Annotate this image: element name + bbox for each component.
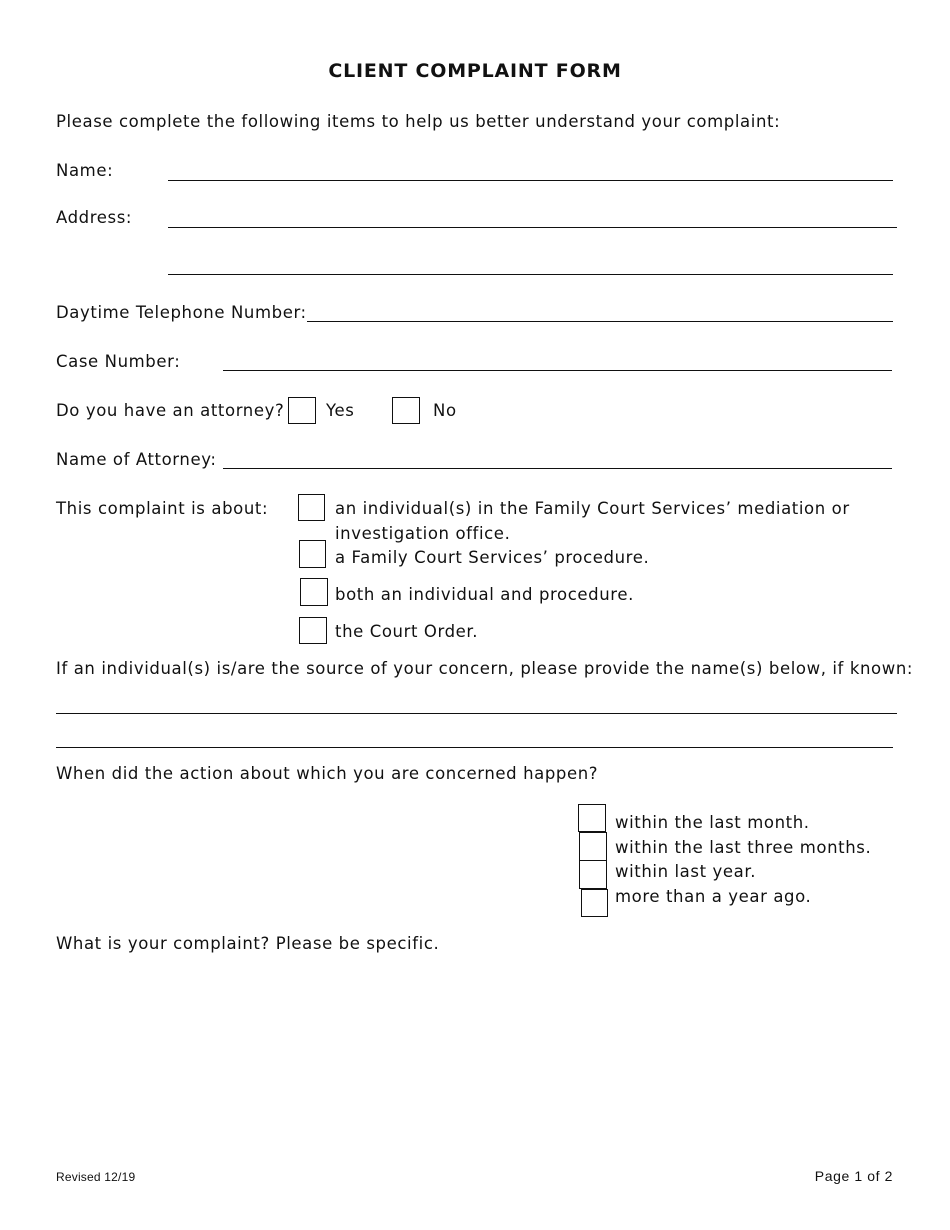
- form-title: CLIENT COMPLAINT FORM: [328, 60, 622, 82]
- when-last-month-label: within the last month.: [615, 813, 810, 832]
- individual-name-line-2[interactable]: [56, 747, 893, 748]
- intro-text: Please complete the following items to help us better understand your complaint:: [56, 112, 781, 131]
- when-question: When did the action about which you are concerned happen?: [56, 764, 599, 783]
- attorney-no-checkbox[interactable]: [392, 397, 420, 424]
- when-last-month-checkbox[interactable]: [578, 804, 606, 832]
- attorney-yes-label: Yes: [326, 401, 355, 420]
- individual-name-line-1[interactable]: [56, 713, 897, 714]
- about-individual-checkbox[interactable]: [298, 494, 325, 521]
- when-last-year-label: within last year.: [615, 862, 757, 881]
- about-court-order-checkbox[interactable]: [299, 617, 327, 644]
- attorney-name-label: Name of Attorney:: [56, 450, 217, 469]
- attorney-question: Do you have an attorney?: [56, 401, 285, 420]
- attorney-no-label: No: [433, 401, 457, 420]
- phone-field[interactable]: [307, 321, 893, 322]
- about-court-order-label: the Court Order.: [335, 622, 479, 641]
- page-number: Page 1 of 2: [814, 1168, 893, 1184]
- about-both-checkbox[interactable]: [300, 578, 328, 606]
- about-individual-label-line2: investigation office.: [335, 524, 511, 543]
- when-three-months-checkbox[interactable]: [579, 832, 607, 861]
- case-number-field[interactable]: [223, 370, 892, 371]
- address-field-line-2[interactable]: [168, 274, 893, 275]
- address-label: Address:: [56, 208, 133, 227]
- address-field-line-1[interactable]: [168, 227, 897, 228]
- complaint-about-label: This complaint is about:: [56, 499, 269, 518]
- when-over-year-checkbox[interactable]: [581, 889, 608, 917]
- when-last-year-checkbox[interactable]: [579, 860, 607, 889]
- complaint-prompt: What is your complaint? Please be specific.: [56, 934, 440, 953]
- when-three-months-label: within the last three months.: [615, 838, 872, 857]
- phone-label: Daytime Telephone Number:: [56, 303, 307, 322]
- individual-prompt: If an individual(s) is/are the source of your concern, please provide the name(s) below, if known:: [56, 659, 914, 678]
- case-number-label: Case Number:: [56, 352, 181, 371]
- revised-date: Revised 12/19: [56, 1170, 136, 1184]
- complaint-text-area[interactable]: [56, 962, 893, 1142]
- attorney-yes-checkbox[interactable]: [288, 397, 316, 424]
- about-procedure-checkbox[interactable]: [299, 540, 326, 568]
- attorney-name-field[interactable]: [223, 468, 892, 469]
- about-both-label: both an individual and procedure.: [335, 585, 634, 604]
- about-individual-label-line1: an individual(s) in the Family Court Services’ mediation or: [335, 499, 850, 518]
- when-over-year-label: more than a year ago.: [615, 887, 812, 906]
- name-label: Name:: [56, 161, 114, 180]
- name-field[interactable]: [168, 180, 893, 181]
- about-procedure-label: a Family Court Services’ procedure.: [335, 548, 650, 567]
